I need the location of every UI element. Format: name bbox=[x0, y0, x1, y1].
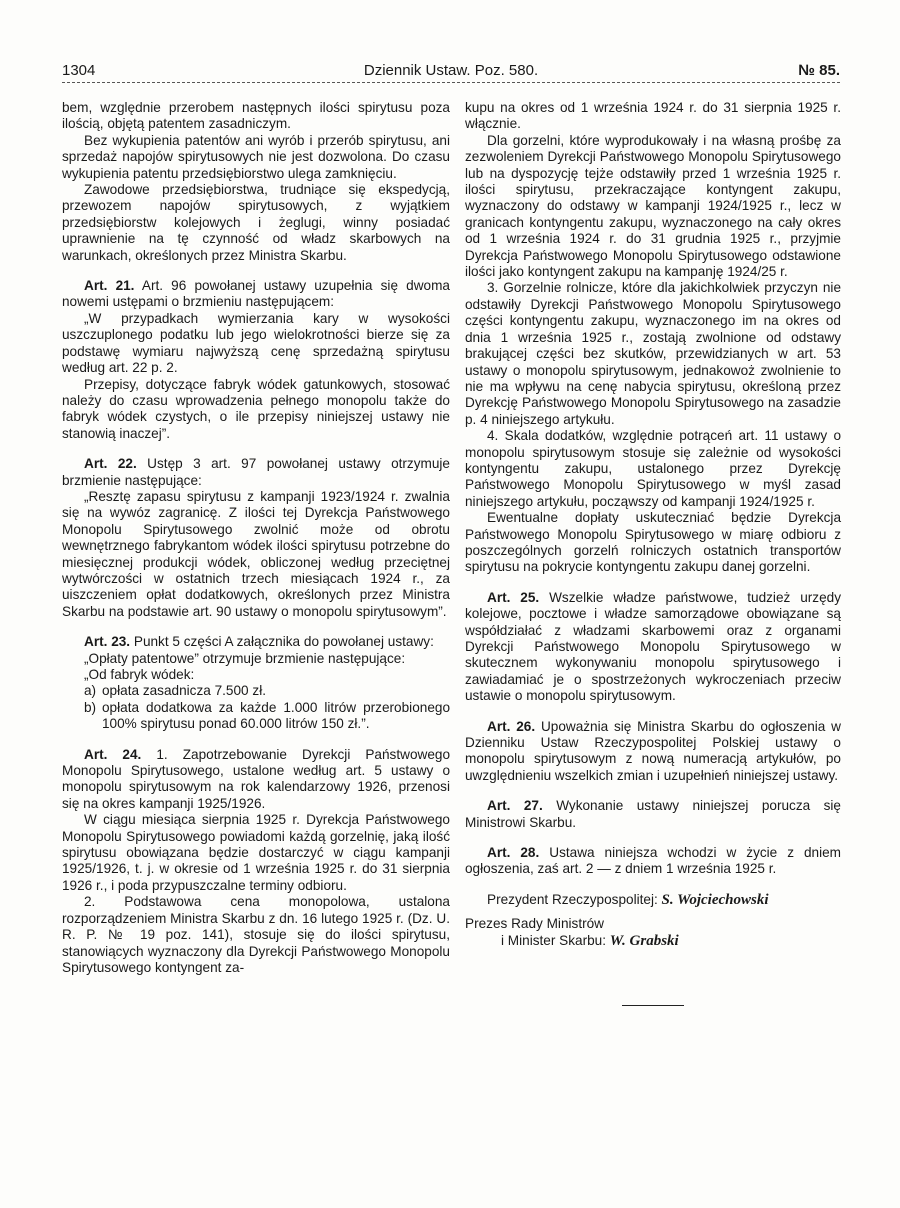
paragraph: Zawodowe przedsiębiorstwa, trudniące się ekspedycją, przewozem napojów spirytusowych, z wyjątkiem przedsiębiorstw kolejowych i żeglugi, winny posiadać uprawnienie na tę czynność od władz skarbowych na warunkach, określonych przez Ministra Skarbu. bbox=[62, 182, 450, 263]
quote-paragraph: „Opłaty patentowe” otrzymuje brzmienie następujące: bbox=[84, 650, 406, 666]
paragraph: W ciągu miesiąca sierpnia 1925 r. Dyrekcja Państwowego Monopolu Spirytusowego powiadomi każdą gorzelnię, jaką ilość spirytusu obowiązana będzie dostarczyć w ciągu kampanji 1925/1926, t. j. w okresie od 1 września 1925 r. do 31 sierpnia 1926 r., i poda przypuszczalne terminy odbioru. bbox=[62, 812, 450, 893]
article-24 bbox=[62, 747, 450, 813]
signature-label: i Minister Skarbu: bbox=[501, 932, 607, 948]
quote-paragraph: „Od fabryk wódek: bbox=[84, 667, 195, 682]
issue-number: № 85. bbox=[798, 62, 840, 79]
page-number: 1304 bbox=[62, 62, 96, 79]
article-text: Wszelkie władze państwowe, tudzież urzędy kolejowe, pocztowe i władze samorządowe obowiązane są współdziałać z władzami skarbowemi oraz z organami Dyrekcji Państwowego Monopolu Spirytusowego w skutecznem wykonywaniu monopolu spirytusowego i zawiadamiać je o spostrzeżonych wykroczeniach przeciw ustawie o monopolu spirytusowym. bbox=[465, 589, 841, 704]
signature-name: W. Grabski bbox=[609, 932, 679, 949]
signature-prime-minister-label: Prezes Rady Ministrów bbox=[465, 916, 604, 932]
journal-title: Dziennik Ustaw. Poz. 580. bbox=[363, 62, 539, 79]
list-item bbox=[84, 683, 450, 699]
article-heading: Art. 22. bbox=[84, 456, 137, 472]
article-heading: Art. 21. bbox=[84, 278, 135, 294]
article-heading: Art. 28. bbox=[487, 845, 540, 861]
article-text: Punkt 5 części A załącznika do powołanej ustawy: bbox=[133, 634, 434, 650]
paragraph: bem, względnie przerobem następnych ilości spirytusu poza ilością, objętą patentem zasadniczym. bbox=[62, 100, 450, 132]
quote-paragraph: „W przypadkach wymierzania kary w wysokości uszczuplonego podatku lub jego wielokrotności bierze się za podstawę wymiaru najwyższą cenę sprzedażną spirytusu według art. 22 p. 2. bbox=[62, 310, 450, 376]
list-item bbox=[84, 700, 450, 733]
quote-paragraph: Przepisy, dotyczące fabryk wódek gatunkowych, stosować należy do czasu wprowadzenia pełnego monopolu także do fabryk wódek czystych, o ile przepisy niniejszej ustawy nie stanowią inaczej”. bbox=[62, 376, 450, 441]
paragraph: Dla gorzelni, które wyprodukowały i na własną prośbę za zezwoleniem Dyrekcji Państwowego Monopolu Spirytusowego lub na dyspozycję tejże odstawiły przed 1 września 1925 r. ilości spirytusu, przekraczające kontyngent zakupu, wyznaczony do odstawy w kampanji 1924/1925 r., lecz w granicach kontyngentu zakupu, wyznaczonego na cały okres od 1 września 1924 r. do 31 grudnia 1925 r., przyjmie Dyrekcja Państwowego Monopolu Spirytusowego odstawione ilości jako kontyngent zakupu na kampanję 1924/25 r. bbox=[465, 132, 841, 280]
article-text: Upoważnia się Ministra Skarbu do ogłoszenia w Dzienniku Ustaw Rzeczypospolitej Polskiej ustawy o monopolu spirytusowym z nową numeracją artykułów, po uwzględnieniu wszelkich zmian i uzupełnień niniejszej ustawy. bbox=[465, 718, 841, 783]
article-21 bbox=[62, 278, 450, 311]
article-27 bbox=[465, 798, 841, 831]
article-text: Wykonanie ustawy niniejszej porucza się Ministrowi Skarbu. bbox=[465, 798, 841, 830]
signature-name: S. Wojciechowski bbox=[661, 891, 769, 908]
article-26 bbox=[465, 719, 841, 785]
paragraph: Ewentualne dopłaty uskuteczniać będzie Dyrekcja Państwowego Monopolu Spirytusowego w miarę odbioru z poszczególnych gorzelń rolniczych ostatnich transportów spirytusu na pokrycie kontyngentu zakupu danej gorzelni. bbox=[465, 510, 841, 575]
signature-minister bbox=[465, 933, 841, 949]
paragraph: 2. Podstawowa cena monopolowa, ustalona rozporządzeniem Ministra Skarbu z dn. 16 lutego 1925 r. (Dz. U. R. P. № 19 poz. 141), stosuje się do ilości spirytusu, stanowiących wyznaczony dla Dyrekcji Państwowego Monopolu Spirytusowego kontyngent za- bbox=[62, 894, 450, 975]
article-22 bbox=[62, 456, 450, 489]
article-text: Art. 96 powołanej ustawy uzupełnia się dwoma nowemi ustępami o brzmieniu następującem: bbox=[62, 278, 450, 310]
article-28 bbox=[465, 845, 841, 878]
left-column bbox=[62, 100, 450, 976]
page-header bbox=[62, 60, 840, 83]
article-heading: Art. 25. bbox=[487, 589, 540, 605]
signature-president bbox=[465, 892, 841, 908]
article-heading: Art. 23. bbox=[84, 634, 131, 650]
paragraph: 3. Gorzelnie rolnicze, które dla jakichkolwiek przyczyn nie odstawiły Dyrekcji Państwowego Monopolu Spirytusowego części kontyngentu zakupu, wyznaczonego im na okres od dnia 1 września 1925 r., zostają zwolnione od odstawy brakującej części bez skutków, przewidzianych w art. 53 ustawy o monopolu spirytusowym, jednakowoż zwolnienie to nie ma wpływu na cenę nabycia spirytusu, określoną przez Dyrekcję Państwowego Monopolu Spirytusowego na zasadzie p. 4 niniejszego artykułu. bbox=[465, 280, 841, 427]
article-23 bbox=[62, 634, 450, 650]
closing-rule bbox=[622, 1005, 684, 1006]
article-text: 1. Zapotrzebowanie Dyrekcji Państwowego Monopolu Spirytusowego, ustalone według art. 5 ustawy o monopolu spirytusowym na rok kalendarzowy 1926, przenosi się na okres kampanji 1925/1926. bbox=[62, 746, 451, 811]
article-25 bbox=[465, 590, 841, 705]
article-heading: Art. 27. bbox=[487, 798, 543, 814]
right-column bbox=[465, 100, 841, 1006]
article-heading: Art. 24. bbox=[84, 746, 142, 762]
article-text: Ustęp 3 art. 97 powołanej ustawy otrzymuje brzmienie następujące: bbox=[62, 456, 450, 488]
paragraph: 4. Skala dodatków, względnie potrąceń art. 11 ustawy o monopolu spirytusowym stosuje się zależnie od wysokości kontyngentu zakupu, ustalonego przez Dyrekcję Państwowego Monopolu Spirytusowego w myśl zasad niniejszego artykułu, począwszy od kampanji 1924/1925 r. bbox=[465, 428, 841, 509]
list-marker: a) bbox=[84, 683, 97, 699]
paragraph: kupu na okres od 1 września 1924 r. do 31 sierpnia 1925 r. włącznie. bbox=[465, 100, 841, 132]
list-text: opłata zasadnicza 7.500 zł. bbox=[102, 683, 266, 699]
list-text: opłata dodatkowa za każde 1.000 litrów przerobionego 100% spirytusu ponad 60.000 litrów 150 zł.”. bbox=[102, 699, 450, 732]
quote-paragraph: „Resztę zapasu spirytusu z kampanji 1923/1924 r. zwalnia się na wywóz zagranicę. Z ilości tej Dyrekcja Państwowego Monopolu Spirytusowego zwolnić może od obrotu wewnętrznego fabrykantom wódek ilości spirytusu potrzebne do miesięcznej produkcji wódek, obliczonej według przeciętnej wytwórczości w ostatnich trzech miesiącach 1924 r., za uiszczeniem opłat dodatkowych, określonych przez Ministra Skarbu na podstawie art. 90 ustawy o monopolu spirytusowym”. bbox=[62, 488, 450, 619]
article-text: Ustawa niniejsza wchodzi w życie z dniem ogłoszenia, zaś art. 2 — z dniem 1 września 1925 r. bbox=[465, 845, 841, 877]
paragraph: Bez wykupienia patentów ani wyrób i przerób spirytusu, ani sprzedaż napojów spirytusowych nie jest dozwolona. Do czasu wykupienia patentu przedsiębiorstwo ulega zamknięciu. bbox=[62, 132, 450, 181]
signature-label: Prezydent Rzeczypospolitej: bbox=[487, 891, 658, 907]
article-heading: Art. 26. bbox=[487, 718, 536, 734]
list-marker: b) bbox=[84, 699, 97, 715]
